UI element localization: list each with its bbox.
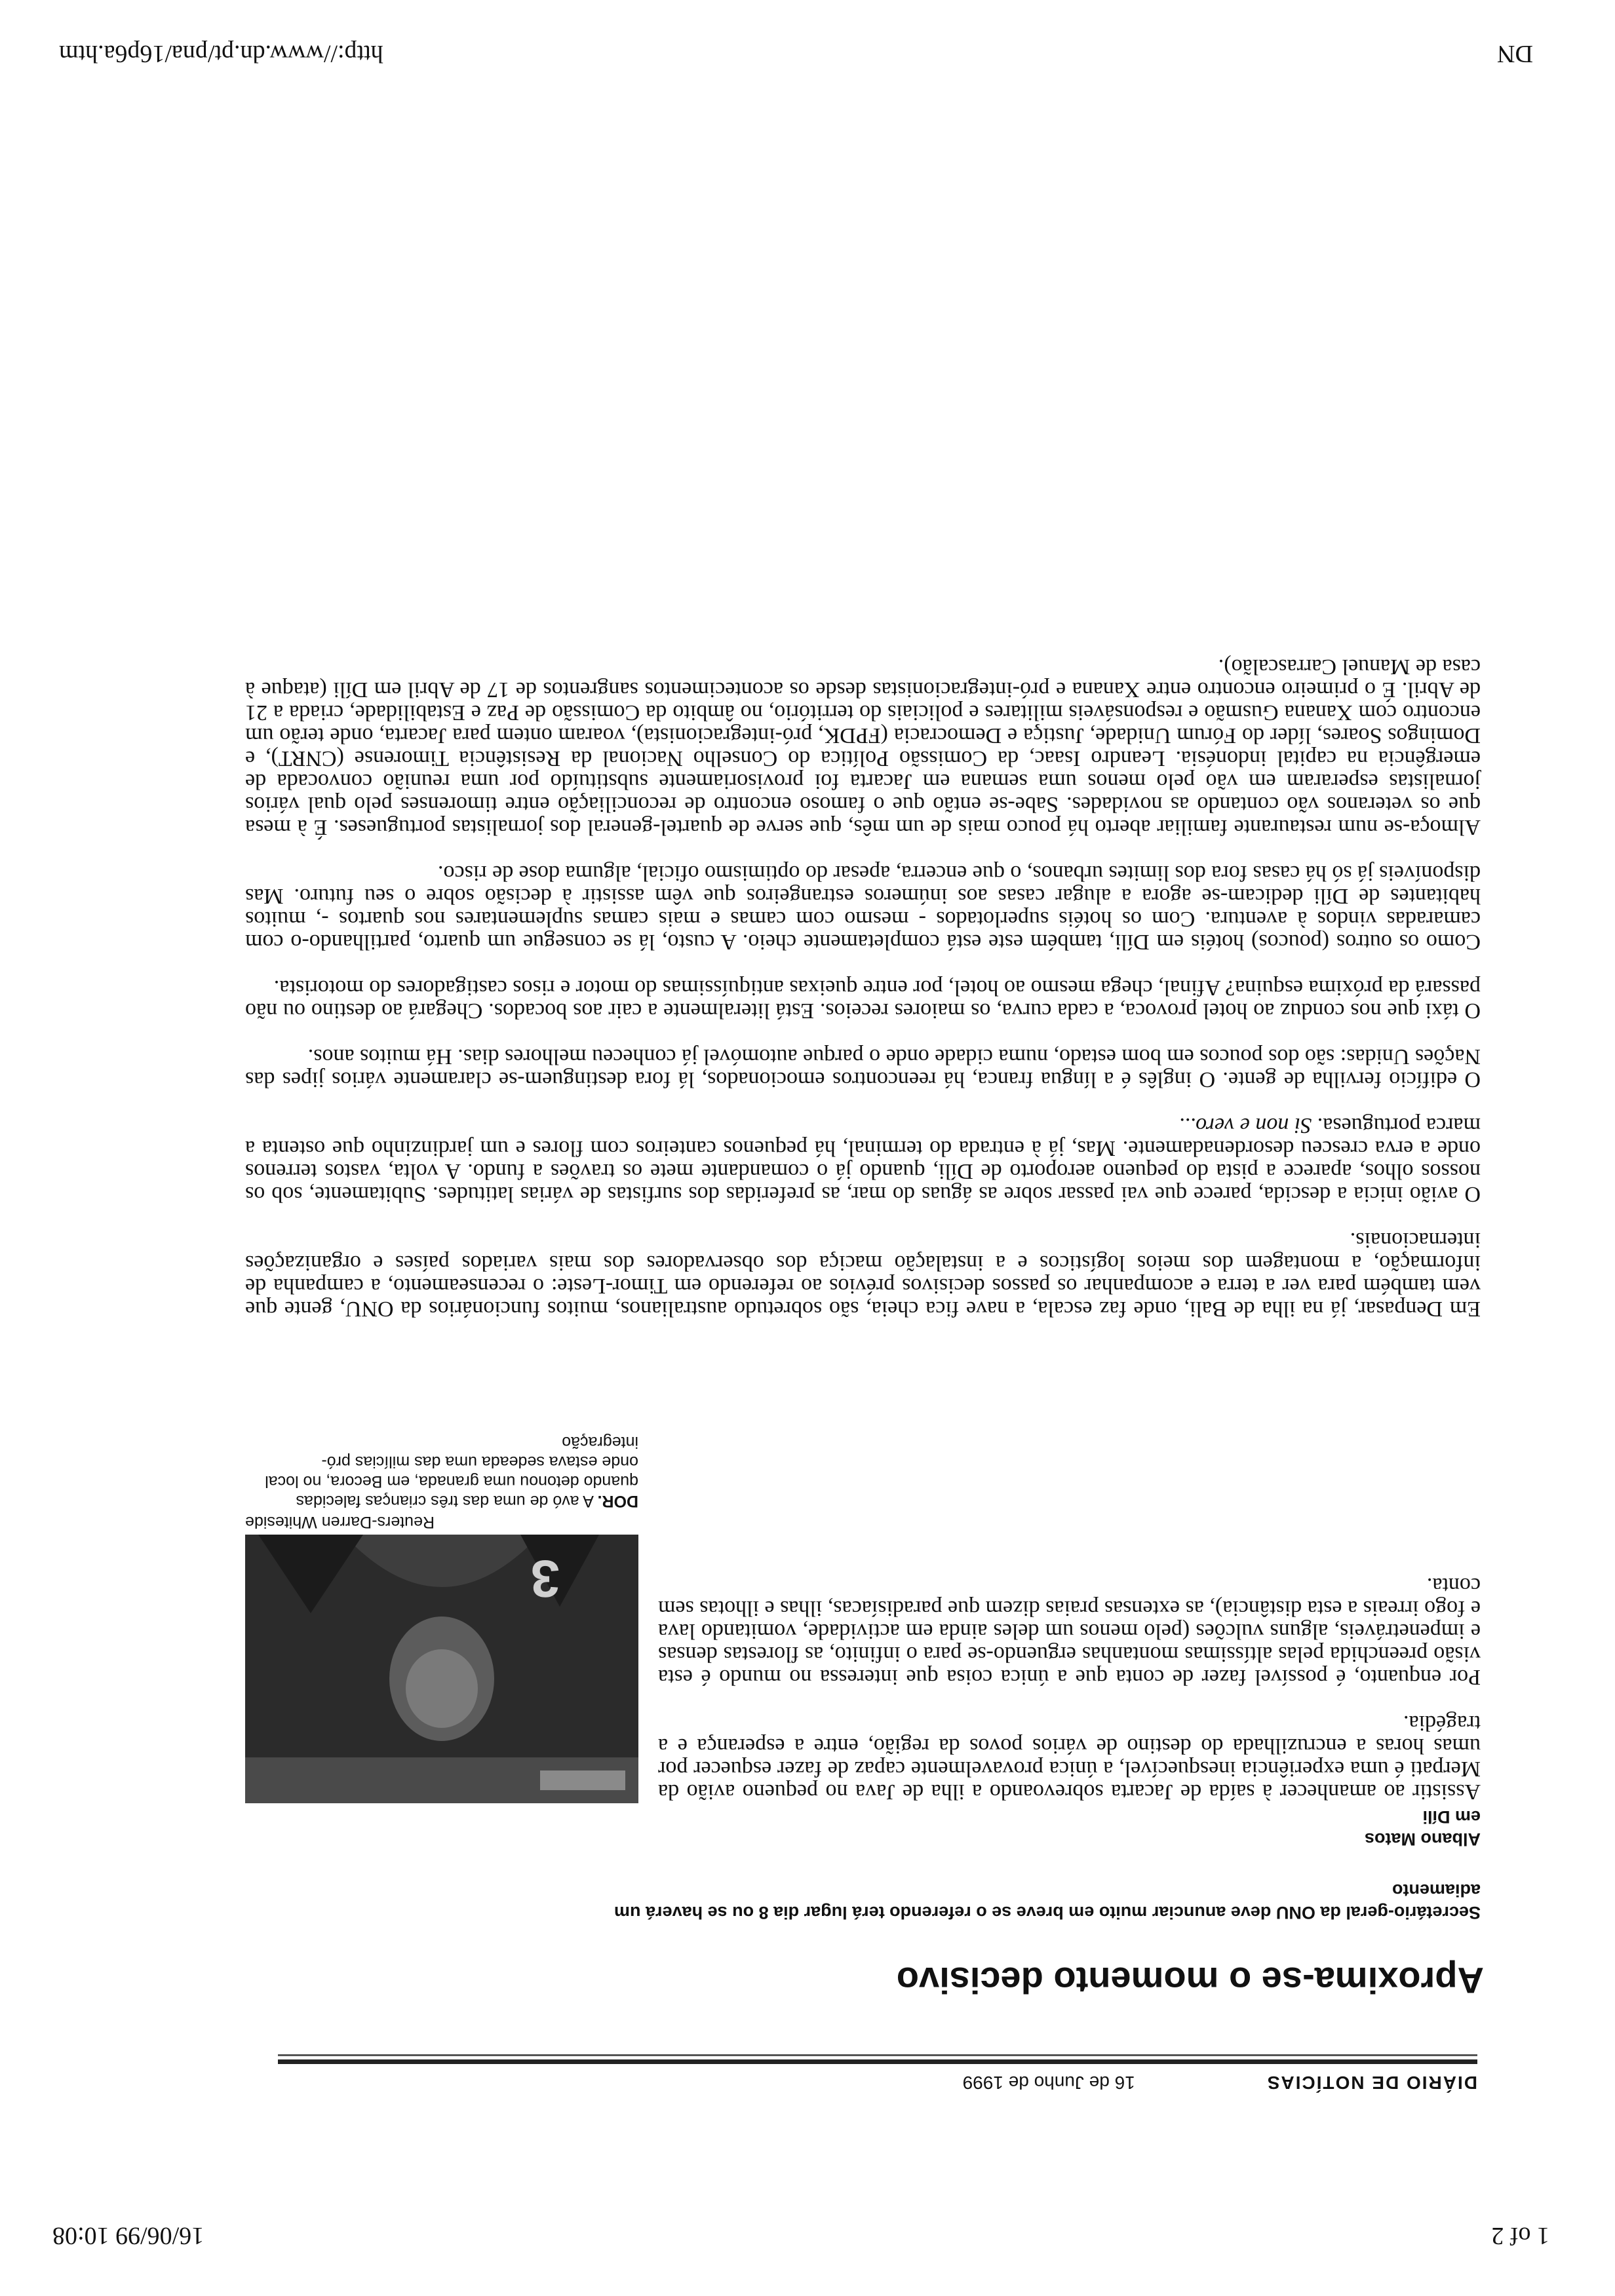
news-photo <box>245 1535 638 1803</box>
article-paragraph-4 <box>245 1114 1481 1206</box>
article-paragraph-3: Em Denpasar, já na ilha de Bali, onde faz escala, a nave fica cheia, são sobretudo australianos, muitos funcionários da ONU, gente que vem também para ver a terra e acompanhar os passos decisivos prévios ao referendo em Timor-Leste: o recenseamento, a campanha de informação, a montagem dos meios logísticos e a instalação maciça dos observadores dos mais variados países e organizações internacionais. <box>245 1228 1481 1321</box>
article-paragraph-7: Como os outros (poucos) hotéis em Díli, também este está completamente cheio. A custo, lá se consegue um quarto, partilhando-o com camaradas vindos à aventura. Com os hotéis superlotados - mesmo com camas e mais camas suplementares nos quartos -, muitos habitantes de Díli dedicam-se agora a alugar casas aos inúmeros estrangeiros que vêm assistir à decisão sobre o seu futuro. Mas disponíveis já só há casas fora dos limites urbanos, o que encerra, apesar do optimismo oficial, alguma dose de risco. <box>245 861 1481 954</box>
article-paragraph-5: O edifício fervilha de gente. O inglês é a língua franca, há reencontros emocionados, lá fora destinguem-se claramente vários jipes das Nações Unidas: são dos poucos em bom estado, numa cidade onde o parque automóvel já conheceu melhores dias. Há muitos anos. <box>245 1044 1481 1092</box>
latin-phrase: Si non e vero... <box>1178 1113 1312 1138</box>
article-paragraph-8: Almoça-se num restaurante familiar aberto há pouco mais de um mês, que serve de quartel-general dos jornalistas portugueses. É à mesa que os veteranos vão contando as novidades. Sabe-se então que o famoso encontro de reconciliação entre timorenses pelo qual vários jornalistas esperaram em vão pelo menos uma semana em Jacarta foi provisoriamente substituído por uma reunião convocada de emergência na capital indonésia. Leandro Isaac, da Comissão Política do Conselho Nacional da Resistência Timorense (CNRT), e Domingos Soares, líder do Fórum Unidade, Justiça e Democracia (FPDK, pró-integracionista), voaram ontem para Jacarta, onde terão um encontro com Xanana Gusmão e responsáveis militares e policiais do território, no âmbito da Comissão de Paz e Estabilidade, criada a 21 de Abril. É o primeiro encontro entre Xanana e pró-integracionistas desde os acontecimentos sangrentos de 17 de Abril em Díli (ataque à casa de Manuel Carrascalão). <box>245 655 1481 839</box>
caption-lead: DOR. <box>597 1492 638 1510</box>
newspaper-logo: DIÁRIO DE NOTÍCIAS <box>1266 2073 1477 2093</box>
issue-date: 16 de Junho de 1999 <box>962 2073 1135 2093</box>
article-paragraph-2: Por enquanto, é possível fazer de conta que a única coisa que interessa no mundo é esta visão preenchida pelas altíssimas montanhas erguendo-se para o infinito, as florestas densas e impenetráveis, alguns vulcões (pelo menos um deles ainda em actividade, vomitando lava e fogo irreais a esta distância), as extensas praias dizem que paradisíacas, ilhas e ilhotas sem conta. <box>658 1573 1481 1689</box>
article-body <box>245 632 1481 1320</box>
article-title: Aproxima-se o momento decisivo <box>896 1960 1484 2001</box>
masthead-rule <box>278 2059 1477 2064</box>
print-date-time: 16/06/99 10:08 <box>52 2222 204 2249</box>
photo-figure <box>245 1432 638 1803</box>
article-paragraph-1: Assistir ao amanhecer à saída de Jacarta sobrevoando a ilha de Java no pequeno avião da Merpati é uma experiência inesquecível, a única provavelmente capaz de fazer esquecer por umas horas a encruzilhada do destino de vários povos da região, entre a esperança e a tragédia. <box>658 1711 1481 1804</box>
paragraph-4-text: O avião inicia a descida, parece que vai passar sobre as águas do mar, as preferidas dos surfistas de várias latitudes. Subitamente, sob os nossos olhos, aparece a pista do pequeno aeroporto de Díli, quando já o comandante mete os travões a fundo. A volta, vastos terrenos onde a erva cresceu desordenadamente. Mas, já à entrada do terminal, há pequenos canteiros com flores e um jardinzinho que ostenta a marca portuguesa. <box>245 1113 1481 1206</box>
svg-text:3: 3 <box>530 1550 560 1608</box>
masthead <box>278 2054 1477 2093</box>
photo-credit: Reuters-Darren Whiteside <box>245 1513 435 1531</box>
article-lead <box>245 1432 1481 1803</box>
article-author: Albano Matos <box>1364 1829 1481 1849</box>
masthead-rule-thin <box>278 2054 1477 2056</box>
article-location: em Díli <box>1422 1807 1481 1827</box>
article-paragraph-6: O táxi que nos conduz ao hotel provoca, a cada curva, os maiores receios. Está literalmente a cair aos bocados. Chegará ao destino ou não passará da próxima esquina? Afinal, chega mesmo ao hotel, por entre queixas antiquíssimas do motor e risos castigadores do motorista. <box>245 976 1481 1023</box>
caption-text: A avó de uma das três crianças falecidas quando detonou uma granada, em Becora, no local onde estava sedeada uma das milícias pró-integração <box>265 1433 638 1510</box>
photo-caption <box>245 1432 638 1511</box>
print-section-label: DN <box>1497 40 1533 67</box>
article-subtitle: Secretário-geral da ONU deve anunciar muito em breve se o referendo terá lugar dia 8 ou se haverá um adiamento <box>614 1881 1481 1923</box>
print-url: http://www.dn.pt/pna/16p6a.htm <box>59 40 383 67</box>
print-page-count: 1 of 2 <box>1491 2222 1549 2249</box>
